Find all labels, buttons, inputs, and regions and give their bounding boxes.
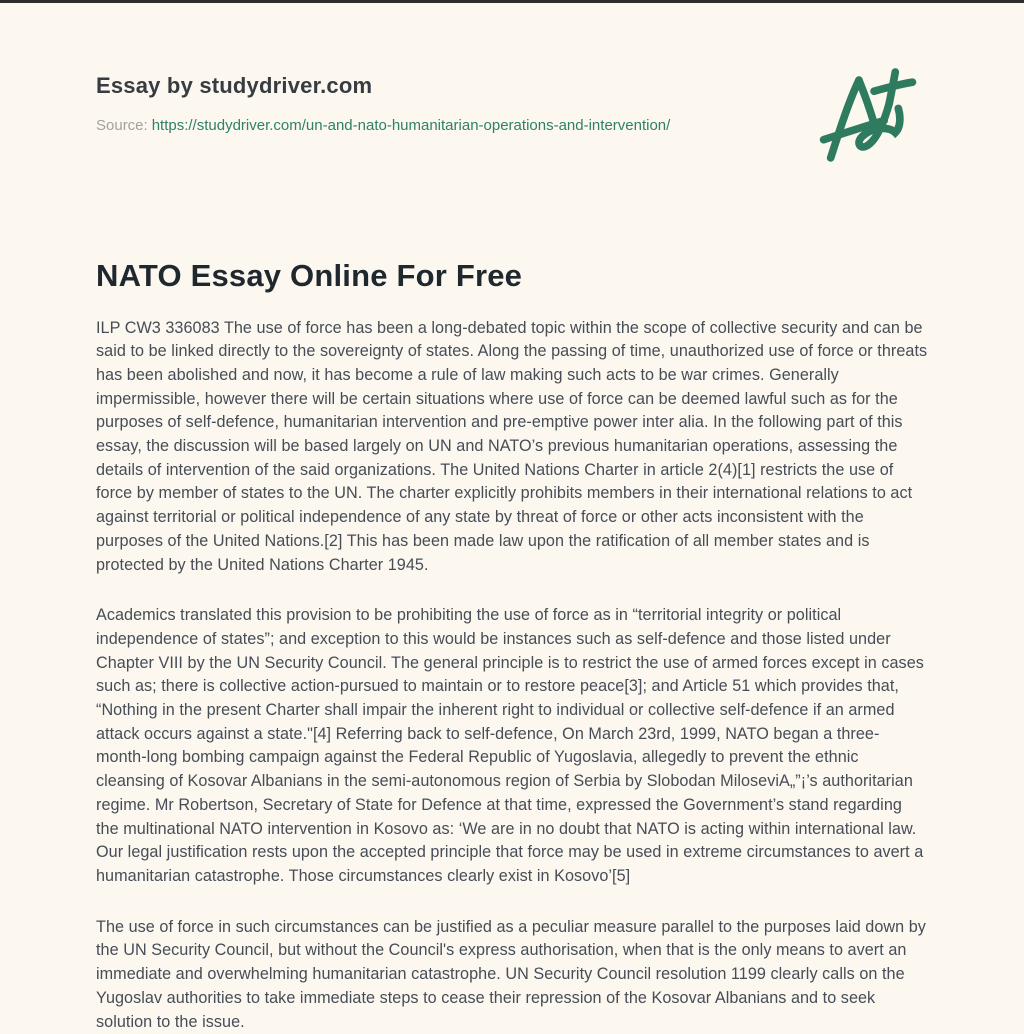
source-line (96, 116, 928, 136)
document-page (0, 3, 1024, 1034)
essay-title: NATO Essay Online For Free (96, 257, 523, 293)
document-header (96, 3, 928, 136)
source-url-link[interactable]: https://studydriver.com/un-and-nato-humanitarian-operations-and-intervention/ (151, 117, 671, 135)
source-label: Source: (96, 117, 148, 135)
page-title: Essay by studydriver.com (96, 73, 373, 98)
essay-body (96, 258, 928, 1034)
essay-paragraph-1: ILP CW3 336083 The use of force has been a long-debated topic within the scope of collective security and can be said to be linked directly to the sovereignty of states. Along the passing of time, unauthorized use of force or threats has been abolished and now, it has become a rule of law making such acts to be war crimes. Generally impermissible, however there will be certain situations where use of force can be deemed lawful such as for the purposes of self-defence, humanitarian intervention and pre-emptive power inter alia. In the following part of this essay, the discussion will be based largely on UN and NATO’s previous humanitarian operations, assessing the details of intervention of the said organizations. The United Nations Charter in article 2(4)[1] restricts the use of force by member of states to the UN. The charter explicitly prohibits members in their international relations to act against territorial or political independence of any state by threat of force or other acts inconsistent with the purposes of the United Nations.[2] This has been made law upon the ratification of all member states and is protected by the United Nations Charter 1945. (96, 318, 928, 574)
essay-paragraph-2: Academics translated this provision to be prohibiting the use of force as in “territorial integrity or political independence of states”; and exception to this would be instances such as self-defence and those listed under Chapter VIII by the UN Security Council. The general principle is to restrict the use of armed forces except in cases such as; there is collective action-pursued to maintain or to restore peace[3]; and Article 51 which provides that, “Nothing in the present Charter shall impair the inherent right to individual or collective self-defence if an armed attack occurs against a state."[4] Referring back to self-defence, On March 23rd, 1999, NATO began a three-month-long bombing campaign against the Federal Republic of Yugoslavia, allegedly to prevent the ethnic cleansing of Kosovar Albanians in the semi-autonomous region of Serbia by Slobodan MiloseviA„”¡’s authoritarian regime. Mr Robertson, Secretary of State for Defence at that time, expressed the Government’s stand regarding the multinational NATO intervention in Kosovo as: ‘We are in no doubt that NATO is acting within international law. Our legal justification rests upon the accepted principle that force may be used in extreme circumstances to avert a humanitarian catastrophe. Those circumstances clearly exist in Kosovo’[5] (96, 606, 924, 885)
essay-paragraph-3: The use of force in such circumstances can be justified as a peculiar measure parallel to the purposes laid down by the UN Security Council, but without the Council's express authorisation, when that is the only means to avert an immediate and overwhelming humanitarian catastrophe. UN Security Council resolution 1199 clearly calls on the Yugoslav authorities to take immediate steps to cease their repression of the Kosovar Albanians and to seek solution to the issue. (96, 917, 926, 1031)
a-plus-logo-icon (814, 65, 918, 171)
